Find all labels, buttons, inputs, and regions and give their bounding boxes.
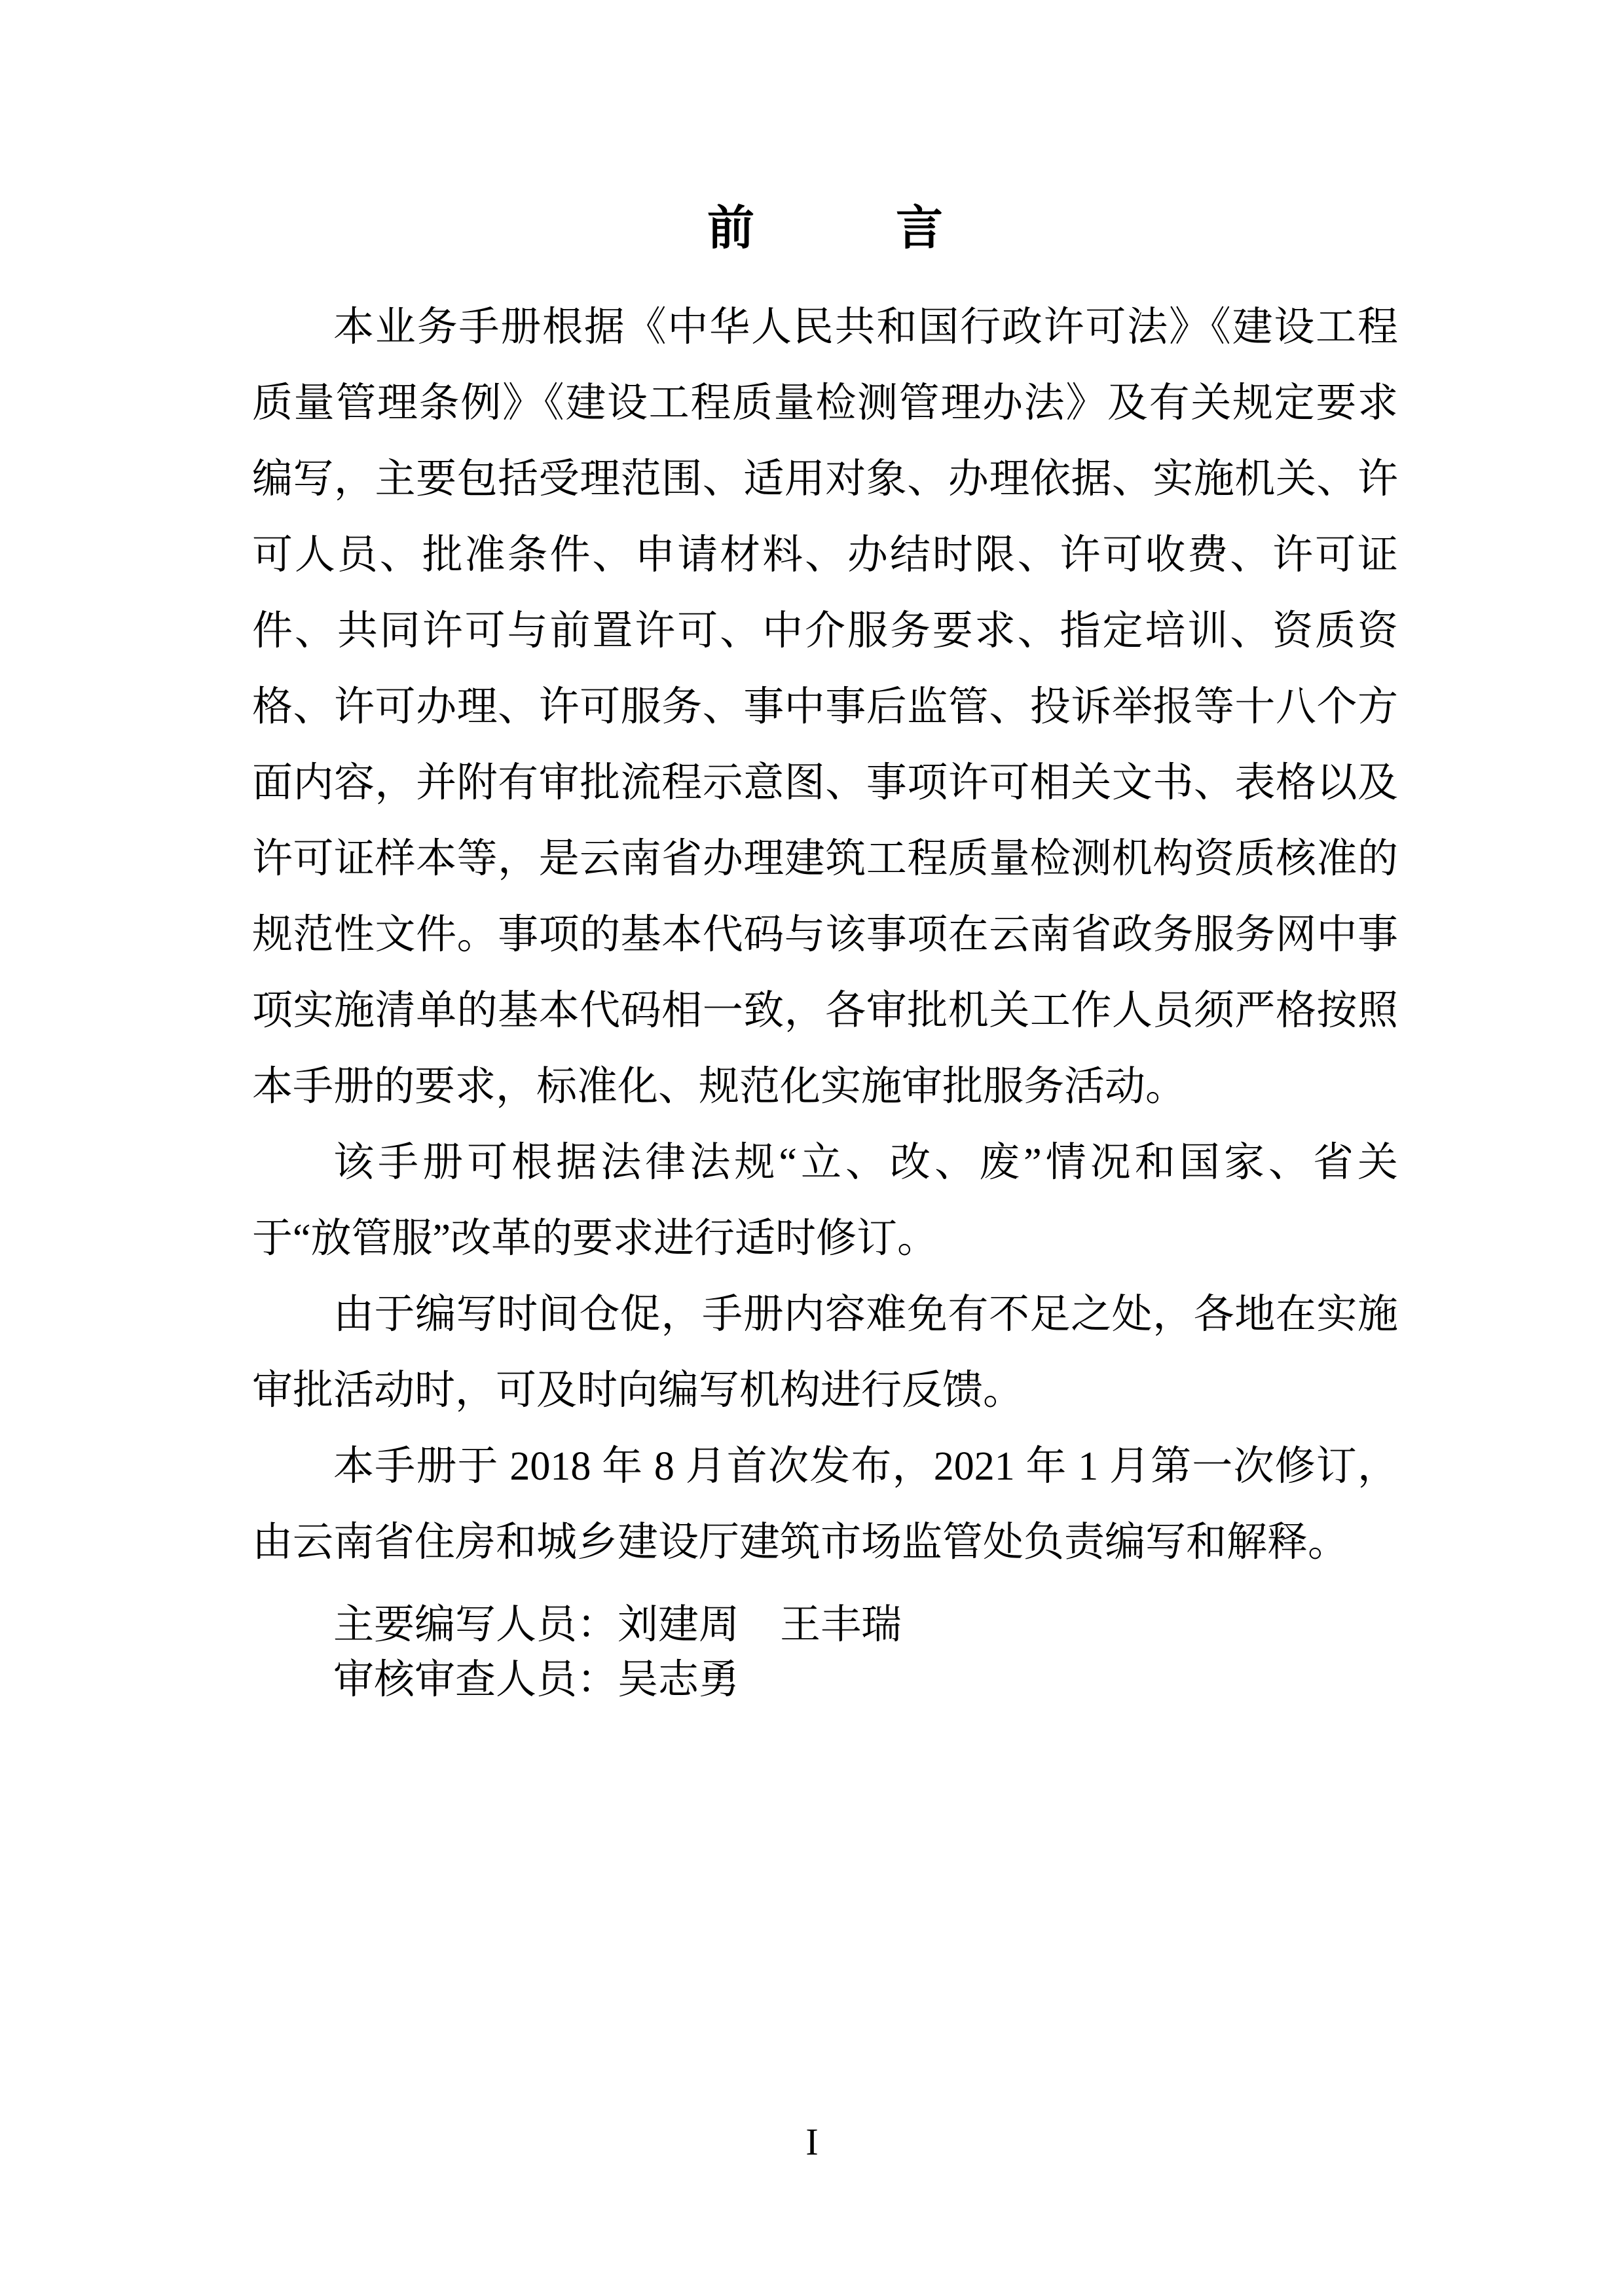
paragraph-4: 本手册于 2018 年 8 月首次发布，2021 年 1 月第一次修订，由云南省住房和城乡建设厅建筑市场监管处负责编写和解释。 xyxy=(252,1444,1398,1565)
reviewer-line: 审核审查人员：吴志勇 xyxy=(333,1658,740,1702)
page-number: I xyxy=(805,2121,819,2163)
page-title: 前 言 xyxy=(707,202,943,255)
paragraph-1: 本业务手册根据《中华人民共和国行政许可法》《建设工程质量管理条例》《建设工程质量检测管理办法》及有关规定要求编写，主要包括受理范围、适用对象、办理依据、实施机关、许可人员、批准条件、申请材料、办结时限、许可收费、许可证件、共同许可与前置许可、中介服务要求、指定培训、资质资格、许可办理、许可服务、事中事后监管、投诉举报等十八个方面内容，并附有审批流程示意图、事项许可相关文书、表格以及许可证样本等，是云南省办理建筑工程质量检测机构资质核准的规范性文件。事项的基本代码与该事项在云南省政务服务网中事项实施清单的基本代码相一致，各审批机关工作人员须严格按照本手册的要求，标准化、规范化实施审批服务活动。 xyxy=(252,305,1398,1109)
preface-body xyxy=(252,289,1398,1580)
main-authors-line: 主要编写人员：刘建周 王丰瑞 xyxy=(333,1603,902,1647)
paragraph-3: 由于编写时间仓促，手册内容难免有不足之处，各地在实施审批活动时，可及时向编写机构进行反馈。 xyxy=(252,1292,1398,1413)
paragraph-2: 该手册可根据法律法规“立、改、废”情况和国家、省关于“放管服”改革的要求进行适时修订。 xyxy=(252,1140,1398,1261)
editors-block xyxy=(252,1597,1398,1707)
